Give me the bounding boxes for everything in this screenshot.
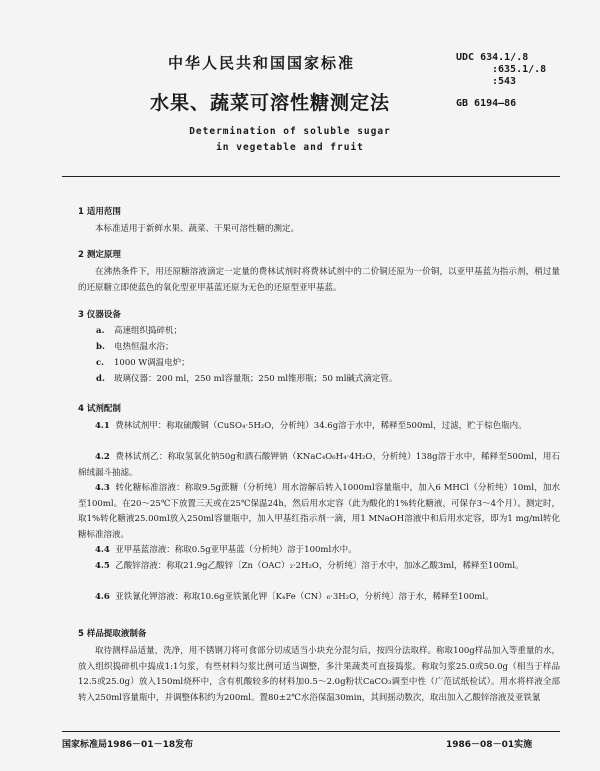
reagent-item (78, 419, 560, 435)
section-text: 取待测样品适量，洗净，用不锈钢刀将可食部分切成适当小块充分混匀后，按四分法取样。称取100g样品加入等重量的水，放入组织捣碎机中捣成1:1匀浆，有些材料匀浆比例可适当调整，多汁果蔬类可直接捣浆。称取匀浆25.0或50.0g（相当于样品12.5或25.0g）放入150ml烧杯中，含有机酸较多的材料加0.5～2.0g粉状CaCO₃调至中性（广范试纸检试）。用水将样液全部转入250ml容量瓶中，并调整体积约为200ml。置80±2℃水浴保温30min，其间摇动数次，取出加入乙酸锌溶液及亚铁氰 (78, 646, 560, 703)
item-number: 4.6 (95, 592, 110, 602)
item-number: 4.4 (95, 545, 110, 555)
item-text: 费林试剂乙：称取氢氧化钠50g和酒石酸钾钠（KNaC₄O₆H₄·4H₂O，分析纯）138g溶于水中，稀释至500ml，用石棉绒漏斗抽滤。 (78, 452, 560, 478)
list-key: b. (96, 342, 105, 352)
reagent-item (78, 590, 560, 606)
section-text: 本标准适用于新鲜水果、蔬菜、干果可溶性糖的测定。 (95, 224, 300, 234)
item-text: 亚铁氰化钾溶液：称取10.6g亚铁氰化钾〔K₄Fe（CN）₆·3H₂O，分析纯〕溶于水，稀释至100ml。 (115, 592, 494, 602)
item-text: 费林试剂甲：称取硫酸铜（CuSO₄·5H₂O，分析纯）34.6g溶于水中，稀释至500ml，过滤，贮于棕色瓶内。 (115, 421, 527, 431)
english-title-line: in vegetable and fruit (216, 142, 364, 153)
english-title-line: Determination of soluble sugar (189, 126, 391, 137)
udc-code (456, 52, 546, 88)
list-text: 1000 W调温电炉； (114, 358, 190, 368)
document-title: 水果、蔬菜可溶性糖测定法 (150, 92, 391, 114)
list-item (96, 340, 174, 352)
list-key: a. (96, 326, 105, 336)
issue-date: 国家标准局1986－01－18发布 (62, 740, 194, 750)
udc-line: UDC 634.1/.8 (456, 52, 529, 63)
section-heading: 4 试剂配制 (78, 404, 121, 414)
section-heading: 2 测定原理 (78, 250, 121, 260)
list-text: 电热恒温水浴； (114, 342, 174, 352)
udc-line: :635.1/.8 (492, 64, 547, 75)
item-text: 转化糖标准溶液：称取9.5g蔗糖（分析纯）用水溶解后转入1000ml容量瓶中，加入6 MHCl（分析纯）10ml，加水至100ml。在20～25℃下放置三天或在25℃保温24h，然后用水定容（此为酸化的1%转化糖液，可保存3～4个月）。测定时，取1%转化糖液25.00ml放入250ml容量瓶中，加入甲基红指示剂一滴，用1 MNaOH溶液中和后用水定容，即为1 mg/ml转化糖标准溶液。 (78, 483, 561, 540)
item-number: 4.3 (95, 483, 110, 493)
footer-divider (62, 731, 560, 732)
section-heading: 3 仪器设备 (78, 310, 121, 320)
list-item (96, 324, 182, 336)
udc-line: :543 (492, 76, 517, 87)
list-key: d. (96, 374, 105, 384)
list-text: 高速组织捣碎机； (114, 326, 183, 336)
header-divider (62, 176, 560, 177)
gb-number: GB 6194—86 (456, 98, 517, 109)
reagent-item (78, 481, 560, 543)
item-text: 乙酸锌溶液：称取21.9g乙酸锌〔Zn（OAC）₂·2H₂O，分析纯〕溶于水中，加冰乙酸3ml，稀释至100ml。 (115, 561, 524, 571)
english-title (170, 124, 410, 156)
item-number: 4.1 (95, 421, 110, 431)
list-text: 玻璃仪器：200 ml，250 ml容量瓶；250 ml锥形瓶；50 ml碱式滴定管。 (114, 374, 398, 384)
section-heading: 5 样品提取液制备 (78, 629, 147, 639)
list-key: c. (96, 358, 105, 368)
section-heading: 1 适用范围 (78, 207, 121, 217)
implementation-date: 1986－08－01实施 (446, 740, 533, 750)
item-text: 亚甲基蓝溶液：称取0.5g亚甲基蓝（分析纯）溶于100ml水中。 (115, 545, 357, 555)
reagent-item (78, 450, 560, 481)
reagent-item (78, 543, 560, 559)
list-item (96, 372, 397, 384)
standard-header: 中华人民共和国国家标准 (168, 54, 356, 72)
item-number: 4.5 (95, 561, 110, 571)
list-item (96, 356, 190, 368)
reagent-item (78, 559, 560, 575)
section-text: 在沸热条件下，用还原糖溶液滴定一定量的费林试剂时将费林试剂中的二价铜还原为一价铜，以亚甲基蓝为指示剂，稍过量的还原糖立即使蓝色的氧化型亚甲基蓝还原为无色的还原型亚甲基蓝。 (78, 267, 560, 293)
item-number: 4.2 (95, 452, 110, 462)
